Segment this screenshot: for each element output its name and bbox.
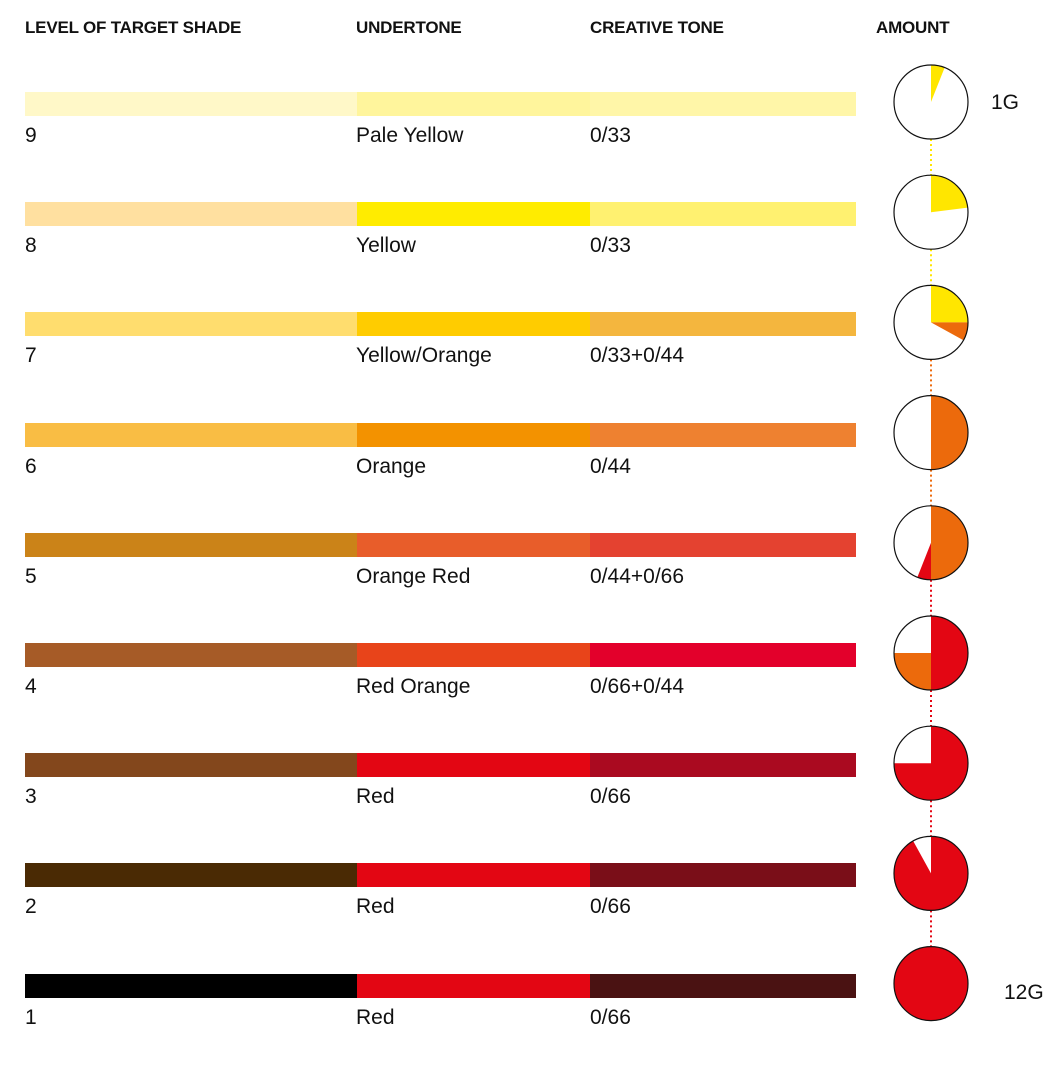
shade-row (0, 753, 1046, 863)
undertone-label: Orange Red (356, 564, 471, 588)
level-swatch (25, 643, 357, 667)
level-label: 8 (25, 234, 37, 258)
level-swatch (25, 423, 357, 447)
level-label: 5 (25, 564, 37, 588)
shade-row (0, 92, 1046, 202)
creative-tone-label: 0/33 (590, 124, 631, 147)
level-label: 3 (25, 785, 37, 809)
creative-tone-label: 0/66 (590, 785, 631, 809)
amount-label-bottom: 12G (1004, 981, 1044, 1004)
undertone-label: Red Orange (356, 675, 471, 698)
undertone-swatch (357, 643, 590, 667)
creative-tone-swatch (590, 423, 856, 447)
level-label: 4 (25, 675, 37, 698)
shade-row (0, 643, 1046, 753)
creative-tone-swatch (590, 92, 856, 116)
undertone-label: Orange (356, 454, 427, 478)
undertone-swatch (357, 92, 590, 116)
creative-tone-swatch (590, 753, 856, 777)
undertone-swatch (357, 312, 590, 336)
undertone-swatch (357, 974, 590, 998)
creative-tone-label: 0/66 (590, 1005, 631, 1029)
undertone-swatch (357, 202, 590, 226)
undertone-label: Red (356, 1005, 395, 1029)
creative-tone-swatch (590, 643, 856, 667)
header-amount: AMOUNT (876, 18, 950, 37)
shade-row (0, 533, 1046, 643)
undertone-label: Red (356, 785, 395, 809)
creative-tone-swatch (590, 863, 856, 887)
creative-tone-label: 0/44+0/66 (590, 564, 685, 588)
level-label: 1 (25, 1005, 37, 1029)
level-swatch (25, 974, 357, 998)
creative-tone-swatch (590, 974, 856, 998)
undertone-swatch (357, 863, 590, 887)
level-swatch (25, 533, 357, 557)
level-label: 6 (25, 454, 37, 478)
shade-row (0, 202, 1046, 312)
undertone-label: Pale Yellow (356, 124, 464, 147)
level-swatch (25, 92, 357, 116)
creative-tone-label: 0/33 (590, 234, 631, 258)
undertone-label: Yellow (356, 234, 416, 258)
shade-row (0, 423, 1046, 533)
shade-row (0, 974, 1046, 1084)
undertone-swatch (357, 753, 590, 777)
level-swatch (25, 202, 357, 226)
creative-tone-swatch (590, 312, 856, 336)
level-label: 7 (25, 344, 37, 368)
level-swatch (25, 312, 357, 336)
creative-tone-swatch (590, 202, 856, 226)
creative-tone-label: 0/33+0/44 (590, 344, 685, 368)
undertone-label: Yellow/Orange (356, 344, 492, 368)
undertone-swatch (357, 423, 590, 447)
level-label: 9 (25, 124, 37, 147)
amount-label-top: 1G (991, 91, 1020, 114)
header-undertone: UNDERTONE (356, 18, 462, 37)
level-label: 2 (25, 895, 37, 919)
level-swatch (25, 863, 357, 887)
creative-tone-label: 0/66+0/44 (590, 675, 685, 698)
header-level-of-target-shade: LEVEL OF TARGET SHADE (25, 18, 242, 37)
header-creative-tone: CREATIVE TONE (590, 18, 724, 37)
undertone-label: Red (356, 895, 395, 919)
shade-row (0, 312, 1046, 422)
creative-tone-label: 0/44 (590, 454, 631, 478)
level-swatch (25, 753, 357, 777)
creative-tone-label: 0/66 (590, 895, 631, 919)
undertone-swatch (357, 533, 590, 557)
shade-row (0, 863, 1046, 973)
creative-tone-swatch (590, 533, 856, 557)
